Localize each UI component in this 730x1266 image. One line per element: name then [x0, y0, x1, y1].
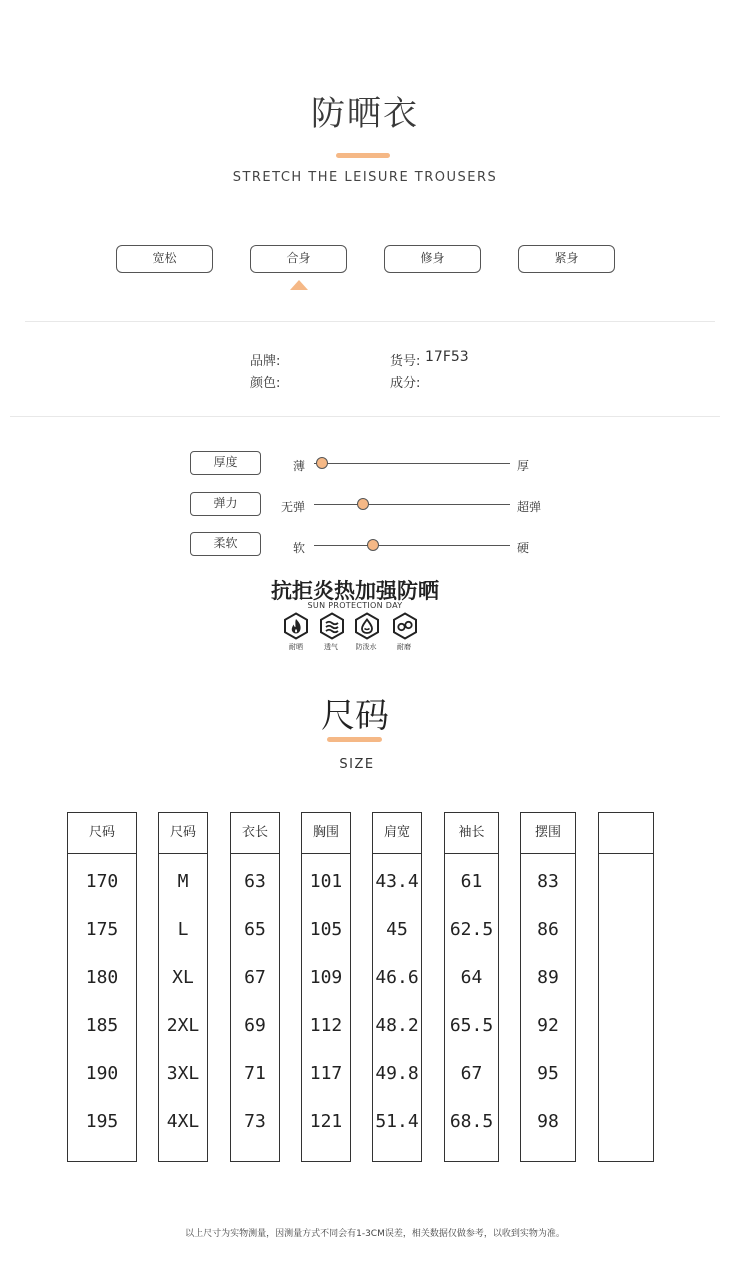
size-table-header: 尺码	[159, 813, 207, 854]
size-table-cell: 65.5	[449, 1015, 494, 1036]
promo-title: 抗拒炎热加强防晒	[271, 579, 439, 603]
softness-high-label: 硬	[517, 541, 530, 555]
promo-subtitle: SUN PROTECTION DAY	[307, 601, 403, 610]
size-table-col-chest	[301, 812, 351, 1162]
size-table-header: 摆围	[521, 813, 575, 854]
size-section-title: 尺码	[321, 696, 389, 736]
title-accent-bar	[336, 153, 390, 158]
thickness-level-marker	[316, 457, 328, 469]
size-table-cell: 86	[537, 919, 559, 940]
size-table-cell: 45	[386, 919, 408, 940]
size-table-cell: 71	[244, 1063, 266, 1084]
size-table-cell: 170	[85, 871, 119, 892]
size-table-cell: 73	[244, 1111, 266, 1132]
measurement-footnote: 以上尺寸为实物测量，因测量方式不同会有1-3CM误差，相关数据仅做参考，以收到实物为准。	[185, 1229, 565, 1239]
size-table-header: 尺码	[68, 813, 136, 854]
elasticity-track	[314, 504, 510, 505]
thickness-high-label: 厚	[517, 459, 530, 473]
size-table-cell: 51.4	[375, 1111, 419, 1132]
size-table-cell: 49.8	[375, 1063, 419, 1084]
material-label: 成分:	[390, 376, 421, 391]
size-table-cell: 98	[537, 1111, 559, 1132]
size-table-cell: 92	[537, 1015, 559, 1036]
size-table-cell: 190	[85, 1063, 119, 1084]
divider	[10, 416, 720, 417]
size-table-cell: 83	[537, 871, 559, 892]
size-table-cell: 101	[309, 871, 343, 892]
fit-option-slim[interactable]: 修身	[384, 245, 481, 273]
feature-label-breathable: 透气	[324, 643, 338, 651]
size-table-cell: 67	[244, 967, 266, 988]
size-accent-bar	[327, 737, 382, 742]
size-table-col-length	[230, 812, 280, 1162]
size-table-cell: 46.6	[375, 967, 419, 988]
wave-air-icon	[317, 612, 347, 644]
size-table-col-hem	[520, 812, 576, 1162]
color-label: 颜色:	[250, 376, 281, 391]
size-table-cell: 195	[85, 1111, 119, 1132]
softness-level-marker	[367, 539, 379, 551]
softness-low-label: 软	[293, 541, 306, 555]
size-table-col-size	[158, 812, 208, 1162]
size-table-cell: 105	[309, 919, 343, 940]
size-table-header	[599, 813, 653, 854]
page-subtitle: STRETCH THE LEISURE TROUSERS	[232, 170, 498, 185]
size-table-cell: 69	[244, 1015, 266, 1036]
size-table-header: 衣长	[231, 813, 279, 854]
flame-icon	[281, 612, 311, 644]
size-table-cell: 4XL	[166, 1111, 200, 1132]
attribute-thickness-label: 厚度	[190, 451, 261, 475]
size-table-cell: 175	[85, 919, 119, 940]
rings-icon	[390, 612, 420, 644]
feature-label-sun-resistant: 耐晒	[289, 643, 303, 651]
size-table-cell: 180	[85, 967, 119, 988]
size-table-cell: 43.4	[375, 871, 419, 892]
size-table-cell: 68.5	[449, 1111, 494, 1132]
size-table-header: 肩宽	[373, 813, 421, 854]
size-table-cell: 89	[537, 967, 559, 988]
size-table-cell: 63	[244, 871, 266, 892]
size-table-cell: 2XL	[166, 1015, 200, 1036]
page-title: 防晒衣	[311, 94, 419, 134]
divider	[25, 321, 715, 322]
fit-option-regular[interactable]: 合身	[250, 245, 347, 273]
elasticity-high-label: 超弹	[517, 500, 542, 514]
size-table-cell: 117	[309, 1063, 343, 1084]
size-table-cell: 62.5	[449, 919, 494, 940]
size-table-col-extra	[598, 812, 654, 1162]
feature-label-water-repellent: 防泼水	[355, 643, 377, 651]
size-table-cell: 109	[309, 967, 343, 988]
size-table-cell: L	[177, 919, 189, 940]
item-no-value: 17F53	[425, 349, 469, 365]
size-section-subtitle: SIZE	[339, 757, 375, 772]
thickness-low-label: 薄	[293, 459, 306, 473]
size-table-cell: 48.2	[375, 1015, 419, 1036]
size-table-header: 袖长	[445, 813, 498, 854]
fit-option-tight[interactable]: 紧身	[518, 245, 615, 273]
size-table-header: 胸围	[302, 813, 350, 854]
elasticity-level-marker	[357, 498, 369, 510]
size-table-cell: 121	[309, 1111, 343, 1132]
size-table-cell: 95	[537, 1063, 559, 1084]
size-table-col-sleeve	[444, 812, 499, 1162]
size-table-cell: 65	[244, 919, 266, 940]
size-table-cell: 64	[460, 967, 483, 988]
size-table-cell: 3XL	[166, 1063, 200, 1084]
size-table-col-shoulder	[372, 812, 422, 1162]
attribute-softness-label: 柔软	[190, 532, 261, 556]
thickness-track	[314, 463, 510, 464]
size-table-cell: 61	[460, 871, 483, 892]
fit-option-loose[interactable]: 宽松	[116, 245, 213, 273]
elasticity-low-label: 无弹	[281, 500, 306, 514]
attribute-elasticity-label: 弹力	[190, 492, 261, 516]
size-table-cell: 112	[309, 1015, 343, 1036]
size-table-cell: XL	[172, 967, 194, 988]
brand-label: 品牌:	[250, 354, 281, 369]
size-table-col-height	[67, 812, 137, 1162]
softness-track	[314, 545, 510, 546]
water-drop-icon	[352, 612, 382, 644]
selected-fit-indicator-icon	[290, 280, 308, 290]
size-table-cell: 185	[85, 1015, 119, 1036]
size-table-cell: 67	[460, 1063, 483, 1084]
item-no-label: 货号:	[390, 354, 421, 369]
size-table-cell: M	[177, 871, 189, 892]
feature-label-wear-resistant: 耐磨	[397, 643, 411, 651]
